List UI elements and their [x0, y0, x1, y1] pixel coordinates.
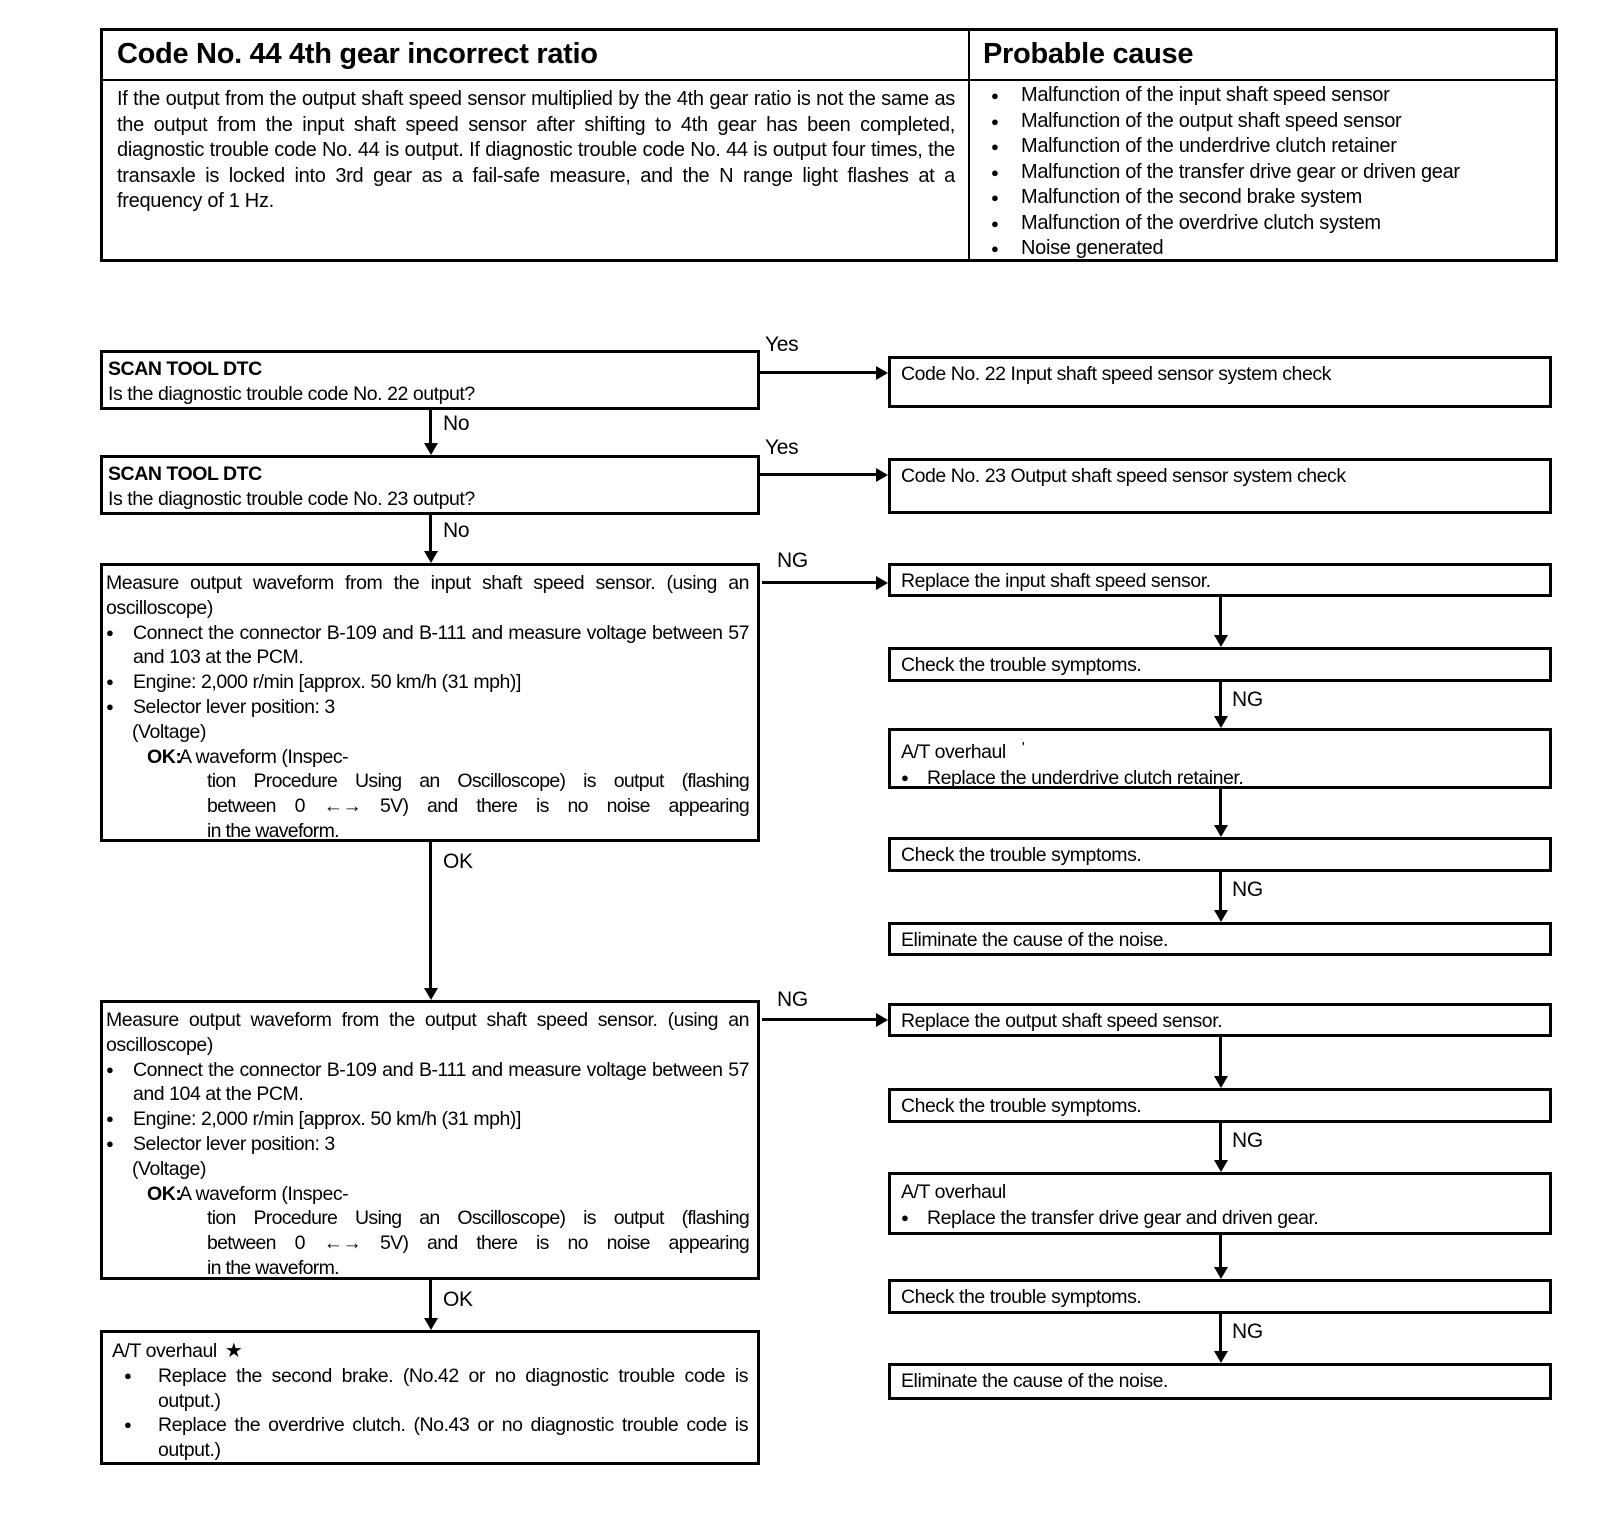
flow-arrow-chain2-ng-a	[1219, 1123, 1222, 1161]
flow-arrow-yes-code22	[760, 371, 877, 374]
bullet-icon	[106, 695, 133, 720]
bullet-icon	[901, 1205, 927, 1231]
branch-label-ok: OK	[443, 850, 473, 873]
bullet-icon	[991, 160, 1021, 186]
branch-label-ng: NG	[1232, 1129, 1263, 1152]
branch-label-no: No	[443, 412, 470, 435]
flow-node-at-overhaul-underdrive	[888, 728, 1552, 789]
measure-intro: Measure output waveform from the output shaft speed sensor. (using an oscilloscope)	[106, 1009, 749, 1056]
flow-arrow-no-1	[429, 410, 432, 444]
flow-node-code22-check: Code No. 22 Input shaft speed sensor system check	[888, 356, 1552, 408]
probable-cause-item: ● Malfunction of the overdrive clutch system	[991, 211, 1547, 237]
voltage-label: (Voltage)	[132, 720, 206, 743]
flow-node-check-symptoms: Check the trouble symptoms.	[888, 1088, 1552, 1123]
flow-node-question: Is the diagnostic trouble code No. 22 output?	[108, 382, 475, 405]
flow-node-title: A/T overhaul ★	[112, 1340, 243, 1362]
overhaul-step: ● Replace the second brake. (No.42 or no diagnostic trouble code is output.)	[124, 1364, 748, 1414]
flow-arrow-chain1-ng-b	[1219, 872, 1222, 911]
flow-arrow-ng-replace-input	[762, 581, 877, 584]
branch-label-ng: NG	[1232, 878, 1263, 901]
flow-arrow-no-2	[429, 515, 432, 552]
flow-node-measure-output-sensor	[100, 1000, 760, 1280]
bullet-icon	[106, 1107, 133, 1132]
flow-node-title: SCAN TOOL DTC	[108, 358, 262, 380]
probable-cause-item: ● Malfunction of the underdrive clutch retainer	[991, 134, 1547, 160]
bullet-icon	[991, 236, 1021, 262]
dtc-description: If the output from the output shaft speed sensor multiplied by the 4th gear ratio is not the same as the output from the input shaft speed sensor after shifting to 4th gear has been completed, diagnostic trouble code No. 44 is output. If diagnostic trouble code No. 44 is output four times, the transaxle is locked into 3rd gear as a fail-safe measure, and the N range light flashes at a frequency of 1 Hz.	[117, 88, 955, 212]
measure-step: ● Engine: 2,000 r/min [approx. 50 km/h (31 mph)]	[106, 1107, 749, 1132]
probable-cause-item: ● Malfunction of the output shaft speed sensor	[991, 109, 1547, 135]
scan-artifact-mark: '	[1021, 739, 1025, 756]
branch-label-ng: NG	[1232, 688, 1263, 711]
voltage-label: (Voltage)	[132, 1157, 206, 1180]
probable-cause-header: Probable cause	[983, 38, 1194, 70]
flow-node-measure-input-sensor	[100, 563, 760, 842]
flow-node-scan-dtc-22	[100, 350, 760, 410]
branch-label-yes: Yes	[765, 436, 799, 459]
table-header-divider	[103, 79, 1555, 81]
flow-node-at-overhaul-transfer-gear	[888, 1172, 1552, 1235]
branch-label-yes: Yes	[765, 333, 799, 356]
ok-criteria-label: OK:	[147, 745, 182, 768]
probable-cause-list	[991, 83, 1547, 262]
bullet-icon	[991, 134, 1021, 160]
flow-arrow-chain2-ng-b	[1219, 1314, 1222, 1352]
branch-label-ng: NG	[1232, 1320, 1263, 1343]
bullet-icon	[901, 765, 927, 791]
flow-arrow-chain1-ng-a	[1219, 682, 1222, 717]
bullet-icon	[106, 1132, 133, 1157]
flow-node-code23-check: Code No. 23 Output shaft speed sensor system check	[888, 458, 1552, 514]
flow-arrow-chain2-b	[1219, 1235, 1222, 1268]
branch-label-no: No	[443, 519, 470, 542]
flow-node-scan-dtc-23	[100, 455, 760, 515]
star-icon: ★	[224, 1340, 243, 1362]
flow-arrow-yes-code23	[760, 473, 877, 476]
flow-node-title: SCAN TOOL DTC	[108, 463, 262, 485]
overhaul-step: ● Replace the overdrive clutch. (No.43 or no diagnostic trouble code is output.)	[124, 1413, 748, 1463]
probable-cause-item: ● Malfunction of the input shaft speed sensor	[991, 83, 1547, 109]
flow-node-replace-output-sensor: Replace the output shaft speed sensor.	[888, 1003, 1552, 1037]
bullet-icon	[991, 185, 1021, 211]
bullet-icon	[106, 621, 133, 671]
bullet-icon	[106, 1058, 133, 1108]
branch-label-ng: NG	[777, 988, 808, 1011]
ok-criteria: OK: A waveform (Inspec- tion Procedure Using an Oscilloscope) is output (flashing between 0 ←→ 5V) and there is no noise appearing in the waveform.	[147, 745, 749, 842]
ok-criteria-label: OK:	[147, 1182, 182, 1205]
flow-node-question: Is the diagnostic trouble code No. 23 output?	[108, 487, 475, 510]
overhaul-step: ● Replace the transfer drive gear and driven gear.	[901, 1205, 1539, 1231]
measure-intro: Measure output waveform from the input shaft speed sensor. (using an oscilloscope)	[106, 572, 749, 619]
flow-node-title: A/T overhaul '	[901, 739, 1025, 763]
flow-node-title: A/T overhaul	[901, 1181, 1006, 1203]
branch-label-ng: NG	[777, 549, 808, 572]
measure-step: ● Connect the connector B-109 and B-111 and measure voltage between 57 and 104 at the PCM.	[106, 1058, 749, 1108]
flow-arrow-ok-1	[429, 842, 432, 989]
table-column-divider	[968, 31, 970, 259]
branch-label-ok: OK	[443, 1288, 473, 1311]
bullet-icon	[124, 1364, 158, 1414]
bullet-icon	[991, 211, 1021, 237]
flow-node-replace-input-sensor: Replace the input shaft speed sensor.	[888, 563, 1552, 597]
flow-arrow-chain1-a	[1219, 597, 1222, 636]
page-title: Code No. 44 4th gear incorrect ratio	[117, 38, 598, 70]
flow-arrow-chain1-b	[1219, 789, 1222, 826]
measure-step: ● Selector lever position: 3	[106, 695, 749, 720]
flow-arrow-ok-2	[429, 1280, 432, 1319]
flow-node-check-symptoms: Check the trouble symptoms.	[888, 837, 1552, 872]
flow-node-eliminate-noise: Eliminate the cause of the noise.	[888, 1363, 1552, 1400]
ok-criteria: OK: A waveform (Inspec- tion Procedure Using an Oscilloscope) is output (flashing between 0 ←→ 5V) and there is no noise appearing in the waveform.	[147, 1182, 749, 1279]
dtc-summary-table	[100, 28, 1558, 262]
flow-node-eliminate-noise: Eliminate the cause of the noise.	[888, 922, 1552, 956]
flow-node-at-overhaul-final	[100, 1330, 760, 1465]
probable-cause-item: ● Malfunction of the second brake system	[991, 185, 1547, 211]
measure-step: ● Engine: 2,000 r/min [approx. 50 km/h (31 mph)]	[106, 670, 749, 695]
bullet-icon	[991, 83, 1021, 109]
measure-step: ● Connect the connector B-109 and B-111 and measure voltage between 57 and 103 at the PCM.	[106, 621, 749, 671]
overhaul-step: ● Replace the underdrive clutch retainer.	[901, 765, 1539, 791]
measure-step: ● Selector lever position: 3	[106, 1132, 749, 1157]
flow-arrow-chain2-a	[1219, 1037, 1222, 1077]
bullet-icon	[991, 109, 1021, 135]
flow-node-check-symptoms: Check the trouble symptoms.	[888, 1279, 1552, 1314]
probable-cause-item: ● Malfunction of the transfer drive gear or driven gear	[991, 160, 1547, 186]
bullet-icon	[124, 1413, 158, 1463]
flow-arrow-ng-replace-output	[762, 1018, 877, 1021]
probable-cause-item: ● Noise generated	[991, 236, 1547, 262]
flow-node-check-symptoms: Check the trouble symptoms.	[888, 647, 1552, 682]
bullet-icon	[106, 670, 133, 695]
